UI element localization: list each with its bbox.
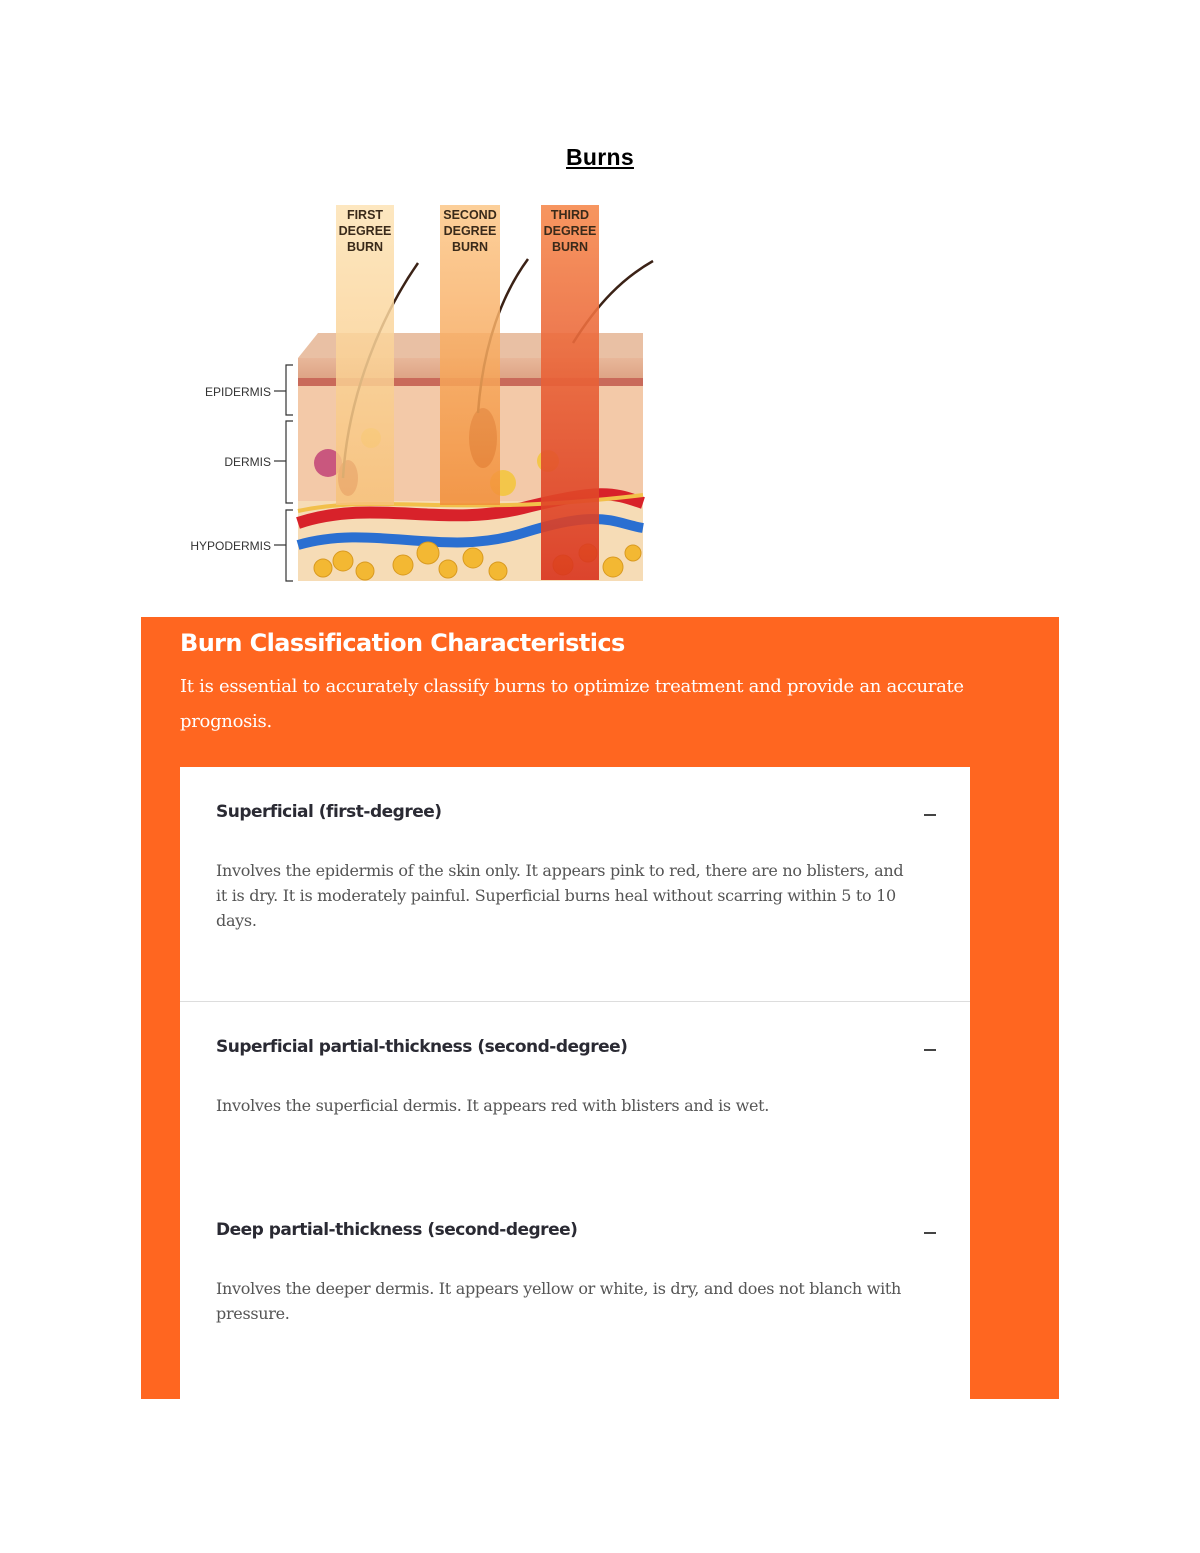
first-degree-label-3: BURN [346,240,384,254]
hypodermis-label: HYPODERMIS [190,539,271,553]
second-degree-label-2: DEGREE [443,224,497,238]
body-line: Involves the superficial dermis. It appears red with blisters and is wet. [216,1096,770,1115]
skin-burn-diagram [143,193,703,595]
accordion-divider [180,1001,970,1002]
accordion-item-title[interactable]: Superficial (first-degree) [216,802,442,822]
third-degree-label-2: DEGREE [543,224,597,238]
first-degree-label-2: DEGREE [338,224,392,238]
accordion-item-title[interactable]: Deep partial-thickness (second-degree) [216,1220,578,1240]
layer-brackets [274,365,293,581]
body-line: it is dry. It is moderately painful. Superficial burns heal without scarring within 5 to 10 [216,886,896,905]
accordion-item-body [216,858,936,933]
accordion-item-body [216,1093,936,1118]
panel-intro-line: It is essential to accurately classify burns to optimize treatment and provide an accurate [180,676,964,697]
third-degree-label-1: THIRD [550,208,590,222]
body-line: days. [216,911,257,930]
first-degree-label-1: FIRST [346,208,384,222]
panel-heading: Burn Classification Characteristics [180,629,625,657]
dermis-label: DERMIS [224,455,271,469]
classification-accordion [180,767,970,1399]
accordion-item-title[interactable]: Superficial partial-thickness (second-degree) [216,1037,628,1057]
third-degree-label-3: BURN [551,240,589,254]
panel-intro-line: prognosis. [180,711,272,732]
body-line: pressure. [216,1304,290,1323]
panel-intro [180,669,980,739]
third-degree-column [541,205,599,580]
collapse-icon[interactable] [924,1049,936,1051]
collapse-icon[interactable] [924,814,936,816]
skin-burn-illustration [143,193,703,595]
second-degree-label-3: BURN [451,240,489,254]
epidermis-label: EPIDERMIS [204,385,271,399]
body-line: Involves the deeper dermis. It appears yellow or white, is dry, and does not blanch with [216,1279,902,1298]
document-title: Burns [566,144,634,170]
burn-classification-panel [141,617,1059,1399]
accordion-item-body [216,1276,936,1326]
body-line: Involves the epidermis of the skin only. It appears pink to red, there are no blisters, and [216,861,904,880]
collapse-icon[interactable] [924,1232,936,1234]
second-degree-label-1: SECOND [443,208,497,222]
